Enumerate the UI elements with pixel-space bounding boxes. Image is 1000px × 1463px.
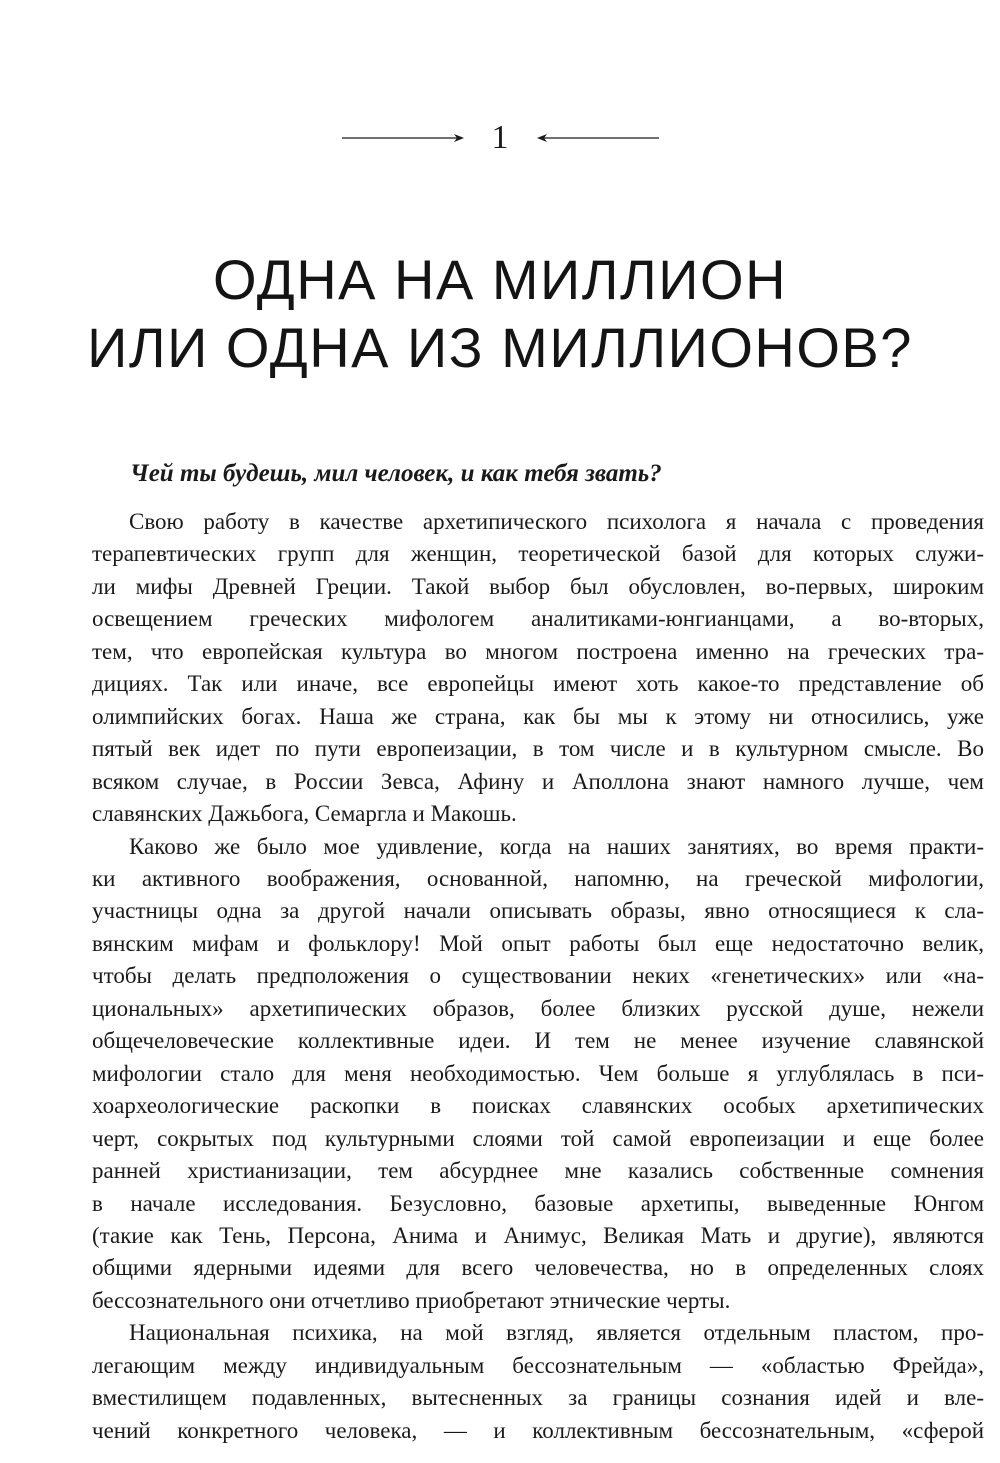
paragraph <box>92 831 984 1318</box>
text-line: участницы одна за другой начали описывать образы, явно относящиеся к сла- <box>92 898 984 924</box>
text-line: дициях. Так или иначе, все европейцы имеют хоть какое-то представление об <box>92 671 984 697</box>
chapter-title <box>0 246 1000 382</box>
chapter-title-line-1: ОДНА НА МИЛЛИОН <box>212 248 788 311</box>
text-line: вянским мифам и фольклору! Мой опыт работы был еще недостаточно велик, <box>92 930 984 956</box>
text-line: Национальная психика, на мой взгляд, является отдельным пластом, про- <box>129 1320 984 1346</box>
text-line: олимпийских богах. Наша же страна, как бы мы к этому ни относились, уже <box>92 703 984 729</box>
chapter-number: 1 <box>491 119 509 156</box>
text-line: легающим между индивидуальным бессознательным — «областью Фрейда», <box>92 1352 984 1378</box>
text-line: Свою работу в качестве архетипического психолога я начала с проведения <box>129 509 984 534</box>
text-line: бессознательного они отчетливо приобретают этнические черты. <box>92 1287 731 1313</box>
chapter-ornament <box>0 112 1000 164</box>
text-line: пятый век идет по пути европеизации, в том числе и в культурном смысле. Во <box>92 736 984 762</box>
section-heading: Чей ты будешь, мил человек, и как тебя звать? <box>130 460 662 487</box>
text-line: Каково же было мое удивление, когда на наших занятиях, во время практи- <box>129 833 984 859</box>
right-ornament-line-icon <box>529 131 659 145</box>
text-line: освещением греческих мифологем аналитиками-юнгианцами, а во-вторых, <box>92 606 984 632</box>
text-line: чений конкретного человека, — и коллективным бессознательным, «сферой <box>92 1417 984 1443</box>
text-line: в начале исследования. Безусловно, базовые архетипы, выведенные Юнгом <box>92 1190 984 1216</box>
text-line: хоархеологические раскопки в поисках славянских особых архетипических <box>92 1093 984 1119</box>
text-line: чтобы делать предположения о существовании неких «генетических» или «на- <box>92 963 984 989</box>
text-line: общими ядерными идеями для всего человечества, но в определенных слоях <box>92 1255 984 1281</box>
paragraph <box>92 1317 984 1447</box>
paragraph <box>92 506 984 831</box>
text-line: терапевтических групп для женщин, теоретической базой для которых служи- <box>92 541 984 567</box>
text-line: циональных» архетипических образов, более близких русской душе, нежели <box>92 995 984 1021</box>
text-line: общечеловеческие коллективные идеи. И тем не менее изучение славянской <box>92 1028 984 1054</box>
text-line: черт, сокрытых под культурными слоями той самой европеизации и еще более <box>92 1125 984 1151</box>
chapter-title-line-2: ИЛИ ОДНА ИЗ МИЛЛИОНОВ? <box>87 316 913 379</box>
text-line: вместилищем подавленных, вытесненных за границы сознания идей и вле- <box>92 1385 984 1411</box>
text-line: (такие как Тень, Персона, Анима и Анимус, Великая Мать и другие), являются <box>92 1222 984 1248</box>
text-line: славянских Дажьбога, Семаргла и Макошь. <box>92 801 517 827</box>
text-line: ранней христианизации, тем абсурднее мне казались собственные сомнения <box>92 1158 984 1184</box>
text-line: мифологии стало для меня необходимостью. Чем больше я углублялась в пси- <box>92 1060 984 1086</box>
body-text <box>92 506 984 1447</box>
text-line: всяком случае, в России Зевса, Афину и Аполлона знают намного лучше, чем <box>92 768 984 794</box>
text-line: ки активного воображения, основанной, напомню, на греческой мифологии, <box>92 865 984 891</box>
text-line: тем, что европейская культура во многом построена именно на греческих тра- <box>92 638 984 664</box>
left-ornament-line-icon <box>342 131 472 145</box>
text-line: ли мифы Древней Греции. Такой выбор был обусловлен, во-первых, широким <box>92 573 984 599</box>
